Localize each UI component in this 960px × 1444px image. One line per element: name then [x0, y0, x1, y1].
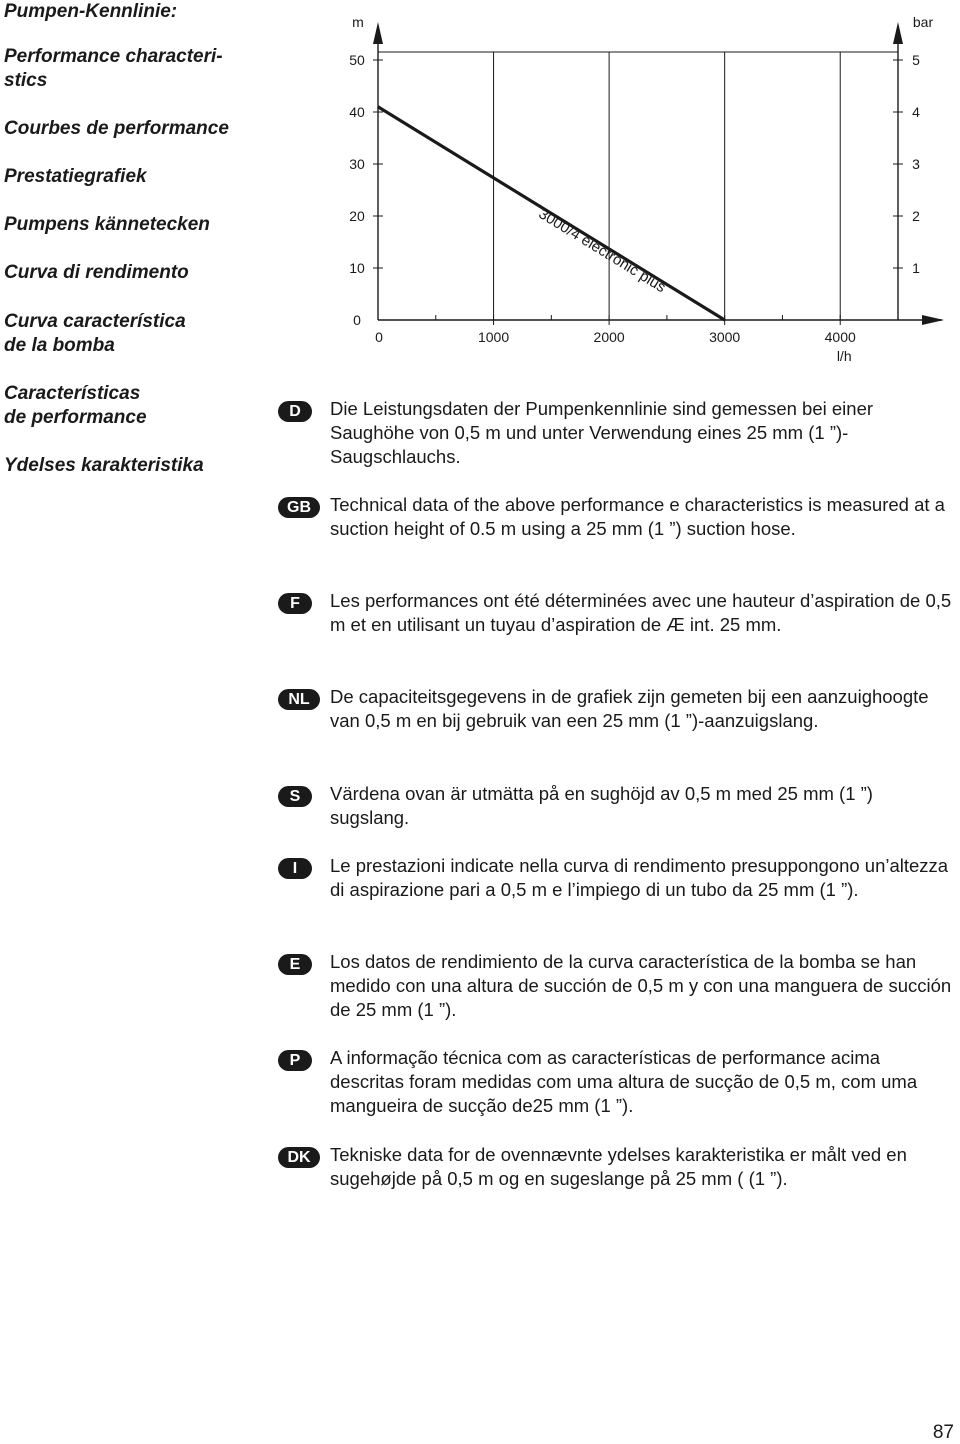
left-axis-tick-label: 40 [349, 104, 365, 120]
language-paragraph: Technical data of the above performance e characteristics is measured at a suction height of 0.5 m using a 25 mm (1 ”) suction hose. [330, 494, 945, 539]
right-axis-unit: bar [912, 14, 934, 30]
language-badge: GB [278, 497, 320, 518]
left-axis-unit: m [352, 14, 364, 30]
right-axis-tick-label: 5 [912, 52, 920, 68]
x-axis-tick-label: 0 [375, 329, 383, 345]
chart-series [378, 107, 725, 320]
x-axis-tick-label: 4000 [824, 329, 856, 345]
title-es: Curva característica de la bomba [4, 311, 186, 356]
title-pt: Características de performance [4, 383, 147, 428]
x-axis-arrow [922, 315, 944, 325]
language-badge: I [278, 858, 312, 879]
title-en: Performance characteri- stics [4, 46, 223, 91]
chart-ticks [349, 52, 920, 345]
left-axis-tick-label: 30 [349, 156, 365, 172]
title-it: Curva di rendimento [4, 262, 189, 283]
title-de: Pumpen-Kennlinie: [4, 1, 178, 22]
language-badge: D [278, 401, 312, 422]
x-axis-unit: l/h [836, 348, 852, 364]
left-axis-tick-label: 0 [353, 312, 361, 328]
right-axis-arrow [893, 22, 903, 44]
right-axis-tick-label: 3 [912, 156, 920, 172]
language-paragraph: Les performances ont été déterminées avec une hauteur d’aspiration de 0,5 m et en utilisant un tuyau d’aspiration de Æ int. 25 mm. [330, 590, 952, 635]
right-axis-tick-label: 1 [912, 260, 920, 276]
right-axis-tick-label: 4 [912, 104, 920, 120]
language-badge: S [278, 786, 312, 807]
title-sv: Pumpens kännetecken [4, 214, 210, 235]
right-axis-tick-label: 2 [912, 208, 920, 224]
x-axis-tick-label: 1000 [477, 329, 510, 345]
left-axis-tick-label: 10 [349, 260, 365, 276]
language-badge: P [278, 1050, 312, 1071]
title-da: Ydelses karakteristika [4, 455, 204, 476]
left-axis-tick-label: 20 [349, 208, 365, 224]
x-axis-tick-label: 2000 [593, 329, 625, 345]
performance-chart [0, 0, 960, 370]
language-paragraph: Los datos de rendimiento de la curva característica de la bomba se han medido con una altura de succión de 0,5 m y con una manguera de succión de 25 mm (1 ”). [330, 951, 952, 1020]
page-number: 87 [932, 1422, 954, 1443]
series-label: 3000/4 electronic plus [535, 205, 669, 297]
language-badge: DK [278, 1147, 320, 1168]
language-paragraph: Tekniske data for de ovennævnte ydelses karakteristika er målt ved en sugehøjde på 0,5 m og en sugeslange på 25 mm ( (1 ”). [330, 1144, 907, 1189]
left-axis-tick-label: 50 [349, 52, 365, 68]
x-axis-tick-label: 3000 [709, 329, 741, 345]
language-badge: NL [278, 689, 320, 710]
language-paragraph: A informação técnica com as características de performance acima descritas foram medidas com uma altura de sucção de 0,5 m, com uma mangueira de sucção de25 mm (1 ”). [330, 1047, 918, 1116]
language-badge: F [278, 593, 312, 614]
language-paragraph: De capaciteitsgegevens in de grafiek zijn gemeten bij een aanzuighoogte van 0,5 m en bij gebruik van een 25 mm (1 ”)-aanzuigslang. [330, 686, 929, 731]
title-nl: Prestatiegrafiek [4, 166, 147, 187]
language-paragraph: Le prestazioni indicate nella curva di rendimento presuppongono un’altezza di aspirazione pari a 0,5 m e l’impiego di un tubo da 25 mm (1 ”). [330, 855, 949, 900]
chart-labels [352, 14, 933, 364]
language-paragraph: Die Leistungsdaten der Pumpenkennlinie sind gemessen bei einer Saughöhe von 0,5 m und unter Verwendung eines 25 mm (1 ”)-Saugschlauchs. [330, 398, 874, 467]
language-paragraph: Värdena ovan är utmätta på en sughöjd av 0,5 m med 25 mm (1 ”) sugslang. [330, 783, 873, 828]
left-axis-arrow [373, 22, 383, 44]
title-fr: Courbes de performance [4, 118, 229, 139]
language-badge: E [278, 954, 312, 975]
